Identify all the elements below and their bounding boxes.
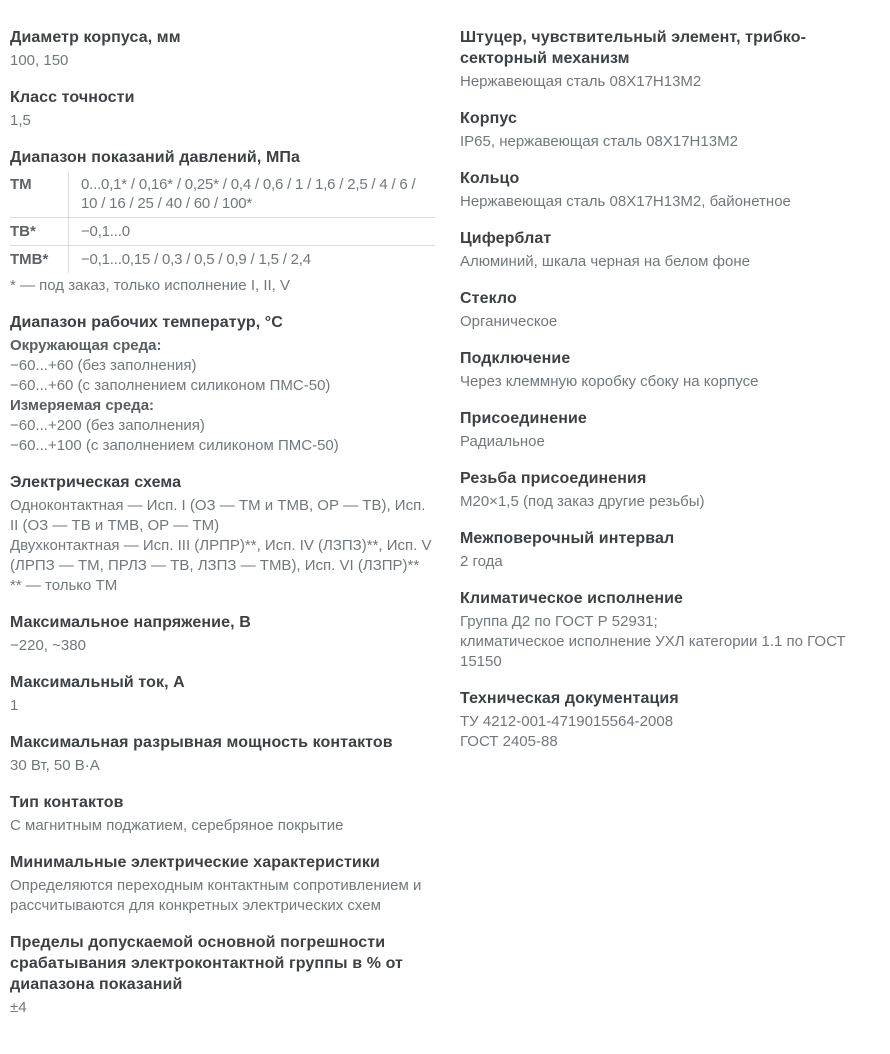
electrical-line: Двухконтактная — Исп. III (ЛРПР)**, Исп. IV (ЛЗПЗ)**, Исп. V (ЛРПЗ — ТМ, ПРЛЗ — ТВ, ЛЗПЗ — ТМВ), Исп. VI (ЛЗПР)** — [10, 537, 432, 574]
section-title: Пределы допускаемой основной погрешности срабатывания электроконтактной группы в % от диапазона показаний — [10, 934, 403, 993]
section-accuracy-class — [10, 87, 435, 131]
section-max-voltage — [10, 612, 435, 656]
row-value: −0,1...0 — [69, 218, 436, 246]
section-calibration-interval — [460, 528, 880, 572]
section-glass — [460, 288, 880, 332]
section-max-current — [10, 672, 435, 716]
climatic-line: Группа Д2 по ГОСТ Р 52931; — [460, 613, 658, 630]
section-title: Циферблат — [460, 230, 552, 247]
section-value: −220, ~380 — [10, 637, 86, 654]
section-value: Радиальное — [460, 433, 545, 450]
measured-line: −60...+100 (с заполнением силиконом ПМС-50) — [10, 437, 339, 454]
section-value: Алюминий, шкала черная на белом фоне — [460, 253, 750, 270]
left-column — [10, 27, 435, 1034]
section-max-breaking-power — [10, 732, 435, 776]
section-title: Диаметр корпуса, мм — [10, 29, 181, 46]
section-contact-type — [10, 792, 435, 836]
climatic-line: климатическое исполнение УХЛ категории 1.1 по ГОСТ 15150 — [460, 633, 846, 670]
section-electrical-scheme — [10, 472, 435, 596]
section-title: Подключение — [460, 350, 571, 367]
table-footnote: * — под заказ, только исполнение I, II, V — [10, 277, 290, 294]
section-body — [460, 108, 880, 152]
section-temperature-range — [10, 312, 435, 456]
section-value: Нержавеющая сталь 08Х17Н13М2, байонетное — [460, 193, 791, 210]
section-value: Через клеммную коробку сбоку на корпусе — [460, 373, 759, 390]
table-row — [10, 218, 435, 246]
section-title: Кольцо — [460, 170, 520, 187]
row-label: ТВ* — [10, 218, 69, 246]
ambient-line: −60...+60 (с заполнением силиконом ПМС-50) — [10, 377, 331, 394]
row-value: 0...0,1* / 0,16* / 0,25* / 0,4 / 0,6 / 1 / 1,6 / 2,5 / 4 / 6 / 10 / 16 / 25 / 40 / 60 / 100* — [69, 171, 436, 218]
section-error-limits — [10, 932, 435, 1018]
section-value: IP65, нержавеющая сталь 08Х17Н13М2 — [460, 133, 738, 150]
section-title: Штуцер, чувствительный элемент, трибко-секторный механизм — [460, 29, 807, 67]
section-value: 2 года — [460, 553, 503, 570]
section-value: 1,5 — [10, 112, 31, 129]
section-value: М20×1,5 (под заказ другие резьбы) — [460, 493, 705, 510]
section-value: Нержавеющая сталь 08Х17Н13М2 — [460, 73, 702, 90]
section-title: Техническая документация — [460, 690, 679, 707]
section-title: Максимальная разрывная мощность контактов — [10, 734, 393, 751]
section-technical-documentation — [460, 688, 880, 752]
row-label: ТМ — [10, 176, 32, 193]
section-title: Тип контактов — [10, 794, 124, 811]
section-value: 1 — [10, 697, 19, 714]
section-title: Максимальное напряжение, В — [10, 614, 251, 631]
section-fitting-element — [460, 27, 880, 92]
section-title: Присоединение — [460, 410, 587, 427]
documentation-line: ГОСТ 2405-88 — [460, 733, 558, 750]
section-connection — [460, 348, 880, 392]
electrical-footnote: ** — только ТМ — [10, 577, 118, 594]
section-ring — [460, 168, 880, 212]
section-diameter — [10, 27, 435, 71]
section-pressure-ranges — [10, 147, 435, 296]
section-title: Межповерочный интервал — [460, 530, 675, 547]
pressure-ranges-table — [10, 171, 435, 273]
section-value: С магнитным поджатием, серебряное покрытие — [10, 817, 344, 834]
documentation-line: ТУ 4212-001-4719015564-2008 — [460, 713, 674, 730]
right-column — [460, 27, 880, 768]
table-row — [10, 171, 435, 218]
section-value: Органическое — [460, 313, 558, 330]
section-title: Диапазон показаний давлений, МПа — [10, 149, 300, 166]
section-value: 100, 150 — [10, 52, 69, 69]
section-thread — [460, 468, 880, 512]
section-title: Резьба присоединения — [460, 470, 647, 487]
section-title: Электрическая схема — [10, 474, 182, 491]
section-mounting — [460, 408, 880, 452]
section-title: Класс точности — [10, 89, 135, 106]
ambient-media-label: Окружающая среда: — [10, 337, 162, 354]
section-climatic-version — [460, 588, 880, 672]
row-value: −0,1...0,15 / 0,3 / 0,5 / 0,9 / 1,5 / 2,4 — [69, 246, 436, 274]
section-value: Определяются переходным контактным сопротивлением и рассчитываются для конкретных электрических схем — [10, 877, 422, 914]
section-title: Климатическое исполнение — [460, 590, 684, 607]
measured-media-label: Измеряемая среда: — [10, 397, 155, 414]
measured-line: −60...+200 (без заполнения) — [10, 417, 205, 434]
section-dial — [460, 228, 880, 272]
section-title: Максимальный ток, А — [10, 674, 185, 691]
section-value: ±4 — [10, 999, 27, 1016]
section-title: Диапазон рабочих температур, °С — [10, 314, 283, 331]
electrical-line: Одноконтактная — Исп. I (ОЗ — ТМ и ТМВ, ОР — ТВ), Исп. II (ОЗ — ТВ и ТМВ, ОР — ТМ) — [10, 497, 426, 534]
row-label: ТМВ* — [10, 246, 69, 274]
section-title: Корпус — [460, 110, 517, 127]
section-title: Минимальные электрические характеристики — [10, 854, 380, 871]
table-row — [10, 246, 435, 274]
section-value: 30 Вт, 50 В·А — [10, 757, 100, 774]
section-title: Стекло — [460, 290, 517, 307]
section-min-electrical-characteristics — [10, 852, 435, 916]
ambient-line: −60...+60 (без заполнения) — [10, 357, 197, 374]
